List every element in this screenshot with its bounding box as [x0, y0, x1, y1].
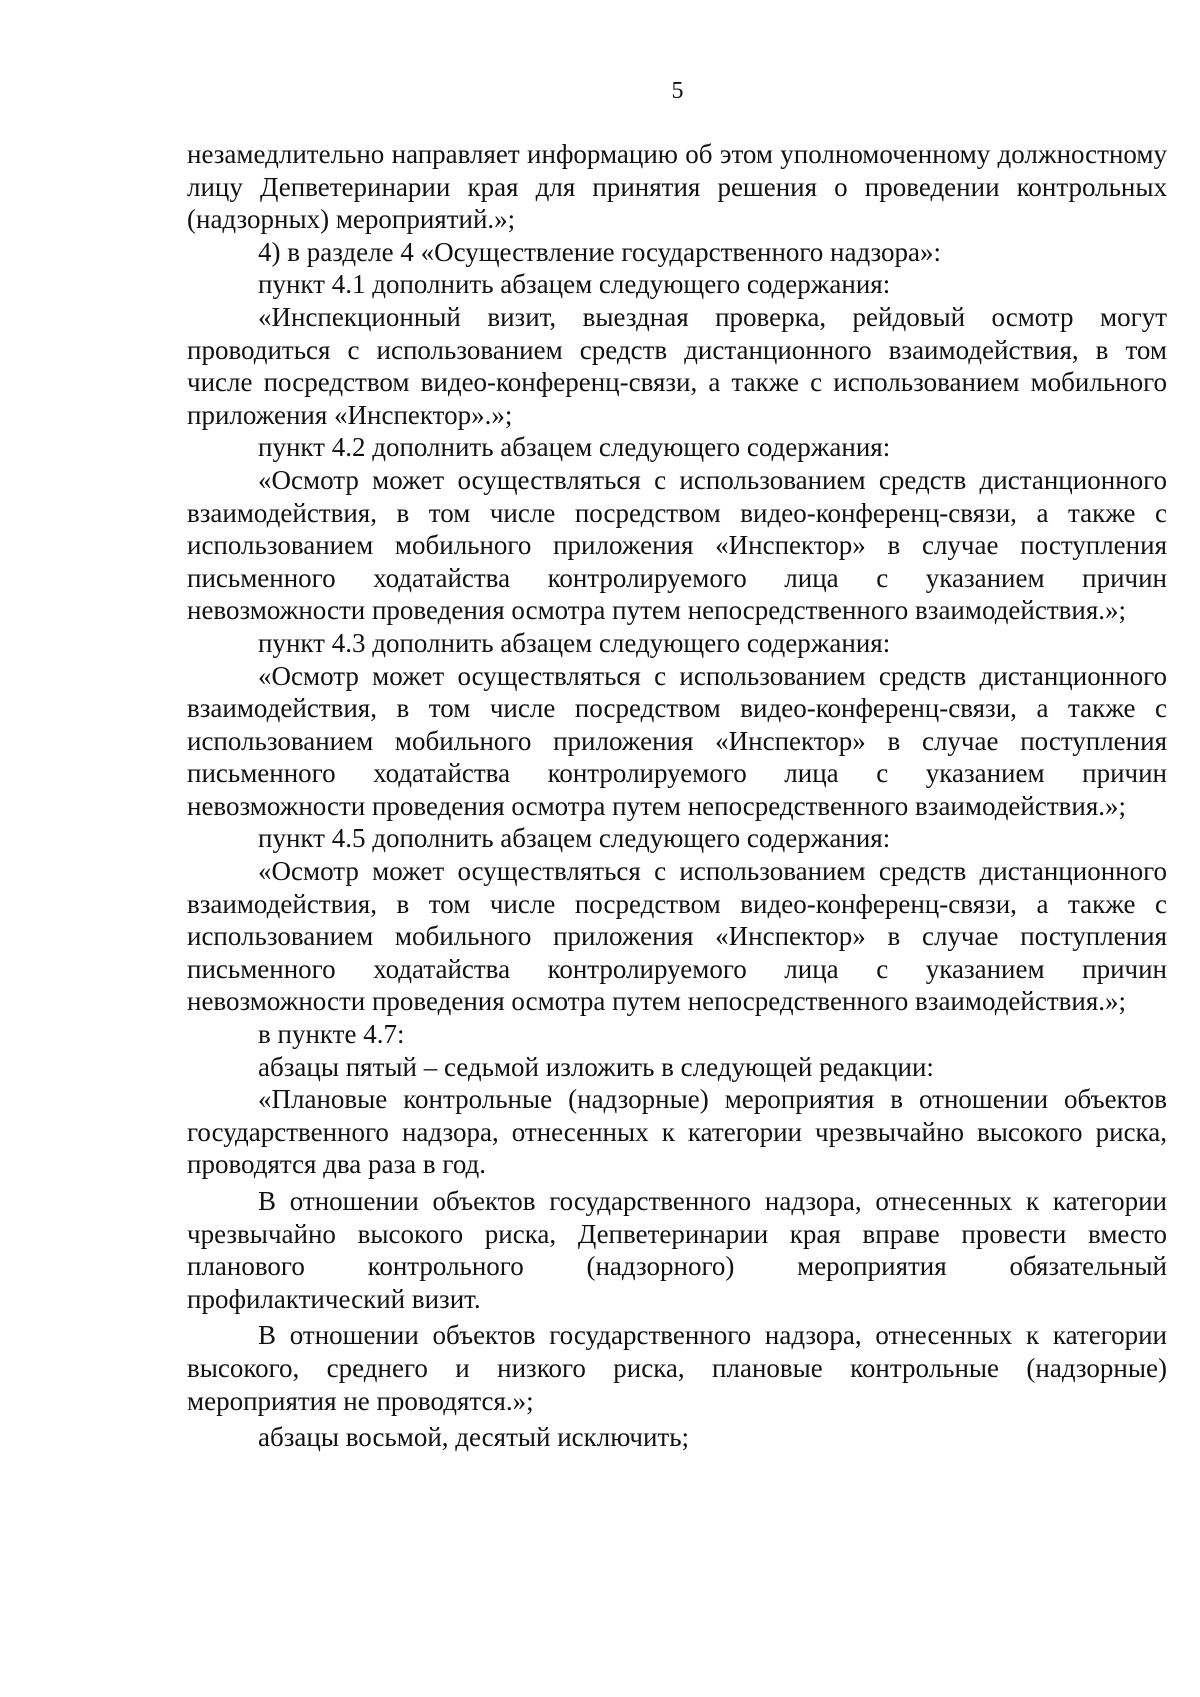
paragraph: пункт 4.1 дополнить абзацем следующего содержания:	[258, 269, 891, 300]
paragraph: незамедлительно направляет информацию об этом уполномоченному должностному лицу Депветеринарии края для принятия решения о проведении контрольных (надзорных) мероприятий.»;	[187, 139, 1167, 235]
paragraph: пункт 4.2 дополнить абзацем следующего содержания:	[258, 432, 891, 463]
paragraph: «Плановые контрольные (надзорные) мероприятия в отношении объектов государственного надзора, отнесенных к категории чрезвычайно высокого риска, проводятся два раза в год.	[187, 1084, 1167, 1180]
paragraph: 4) в разделе 4 «Осуществление государственного надзора»:	[258, 236, 942, 267]
paragraph: пункт 4.3 дополнить абзацем следующего содержания:	[258, 627, 891, 658]
paragraph: в пункте 4.7:	[258, 1019, 405, 1050]
document-body	[187, 138, 1167, 1454]
paragraph: абзацы восьмой, десятый исключить;	[258, 1422, 690, 1453]
paragraph: «Осмотр может осуществляться с использованием средств дистанционного взаимодействия, в том числе посредством видео-конференц-связи, а также с использованием мобильного приложения «Инспектор» в случае поступления письменного ходатайства контролируемого лица с указанием причин невозможности проведения осмотра путем непосредственного взаимодействия.»;	[187, 856, 1167, 1017]
paragraph: «Инспекционный визит, выездная проверка, рейдовый осмотр могут проводиться с использованием средств дистанционного взаимодействия, в том числе посредством видео-конференц-связи, а также с использованием мобильного приложения «Инспектор».»;	[187, 301, 1167, 430]
paragraph: В отношении объектов государственного надзора, отнесенных к категории чрезвычайно высокого риска, Депветеринарии края вправе провести вместо планового контрольного (надзорного) мероприятия обязательный профилактический визит.	[187, 1186, 1167, 1314]
paragraph: абзацы пятый – седьмой изложить в следующей редакции:	[258, 1051, 934, 1082]
paragraph: «Осмотр может осуществляться с использованием средств дистанционного взаимодействия, в том числе посредством видео-конференц-связи, а также с использованием мобильного приложения «Инспектор» в случае поступления письменного ходатайства контролируемого лица с указанием причин невозможности проведения осмотра путем непосредственного взаимодействия.»;	[187, 464, 1167, 626]
paragraph: В отношении объектов государственного надзора, отнесенных к категории высокого, среднего и низкого риска, плановые контрольные (надзорные) мероприятия не проводятся.»;	[187, 1320, 1167, 1416]
paragraph: «Осмотр может осуществляться с использованием средств дистанционного взаимодействия, в том числе посредством видео-конференц-связи, а также с использованием мобильного приложения «Инспектор» в случае поступления письменного ходатайства контролируемого лица с указанием причин невозможности проведения осмотра путем непосредственного взаимодействия.»;	[187, 660, 1167, 821]
paragraph: пункт 4.5 дополнить абзацем следующего содержания:	[258, 823, 891, 854]
page-number: 5	[671, 78, 684, 104]
